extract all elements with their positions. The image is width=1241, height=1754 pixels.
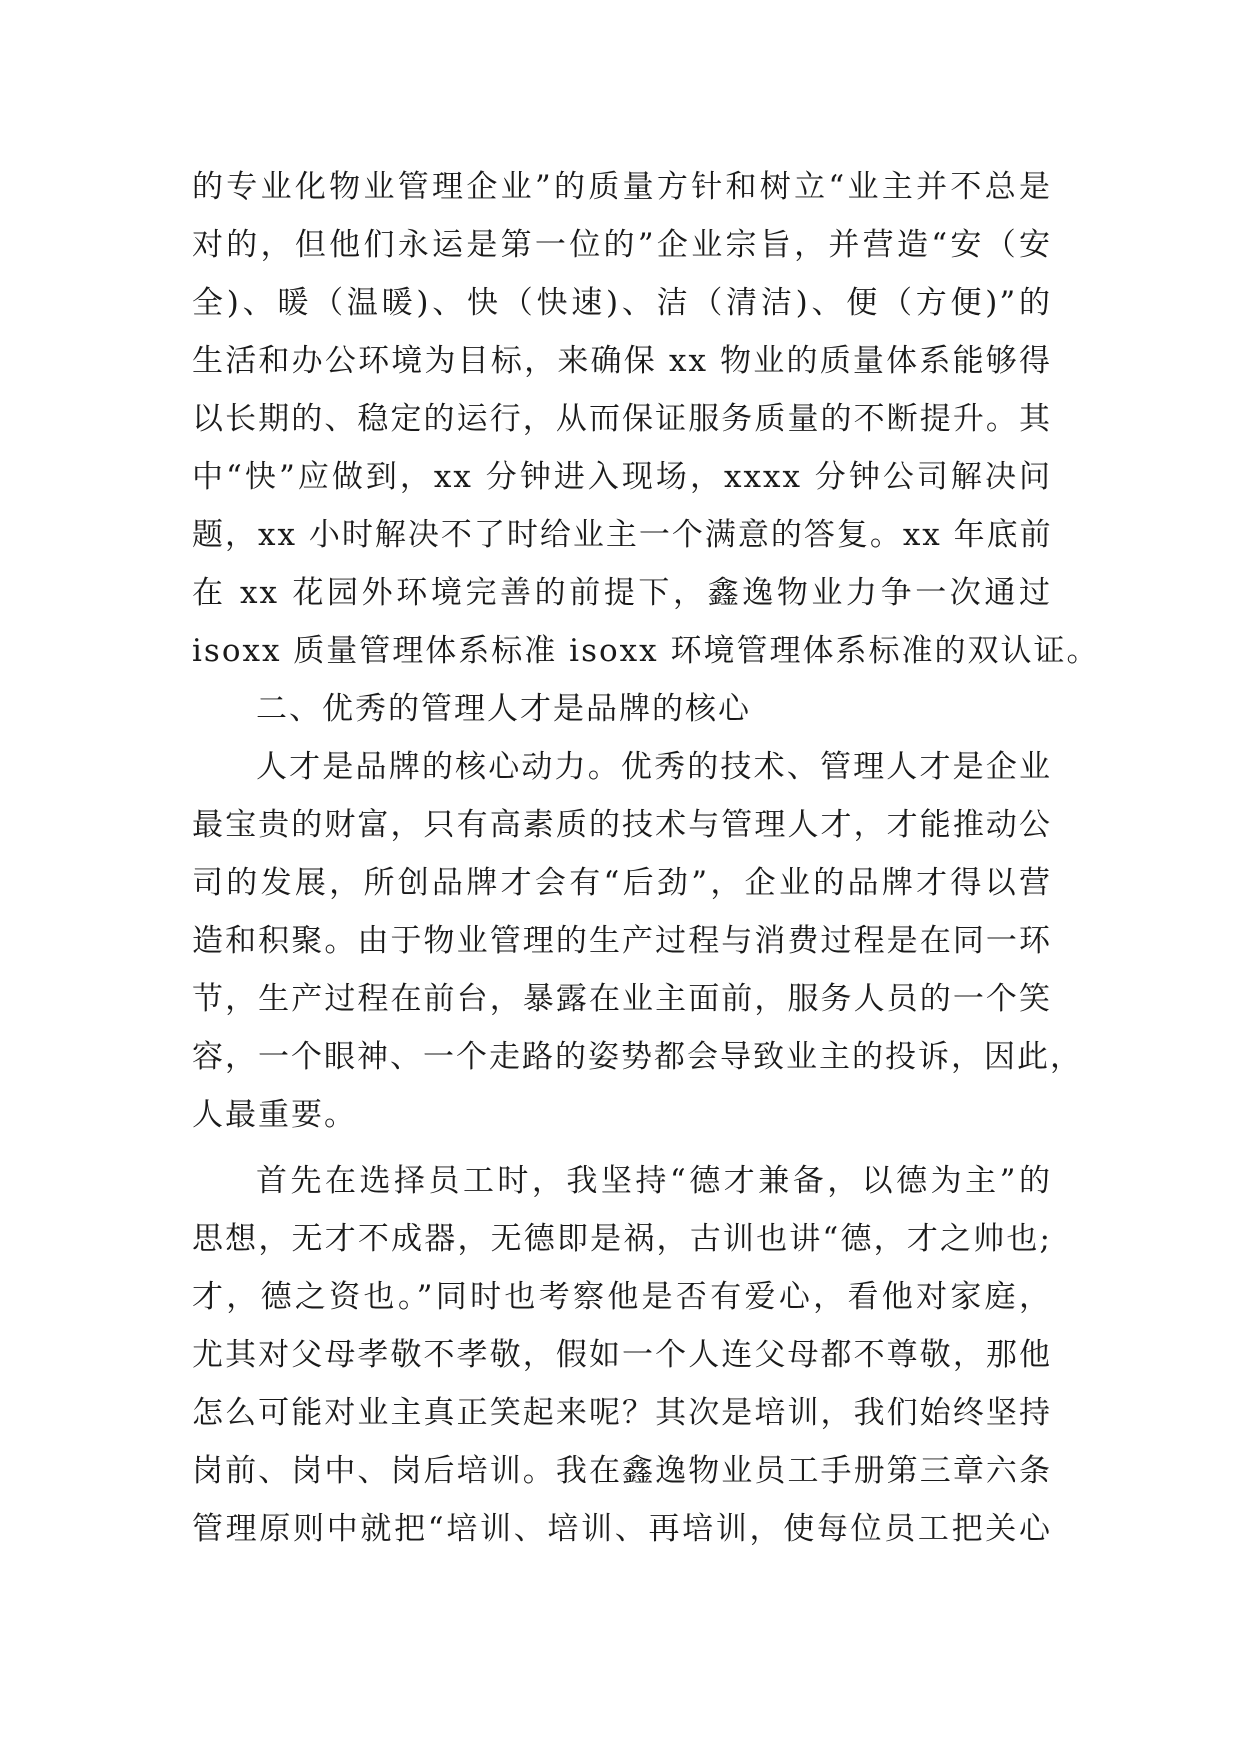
- paragraph-talent: [192, 738, 1083, 1144]
- text-line: 造和积聚。由于物业管理的生产过程与消费过程是在同一环: [192, 923, 1052, 959]
- text-line: 怎么可能对业主真正笑起来呢？其次是培训，我们始终坚持: [192, 1395, 1052, 1431]
- text-line: 中“快”应做到，xx 分钟进入现场，xxxx 分钟公司解决问: [192, 459, 1052, 495]
- text-line: 在 xx 花园外环境完善的前提下，鑫逸物业力争一次通过: [192, 575, 1052, 611]
- text-line: 的专业化物业管理企业”的质量方针和树立“业主并不总是: [192, 169, 1052, 205]
- text-line: 尤其对父母孝敬不孝敬，假如一个人连父母都不尊敬，那他: [192, 1337, 1052, 1373]
- text-line: 首先在选择员工时，我坚持“德才兼备，以德为主”的: [256, 1163, 1052, 1199]
- paragraph-quality-policy: [192, 158, 1100, 680]
- document-body: [192, 158, 1100, 1558]
- text-line: 题，xx 小时解决不了时给业主一个满意的答复。xx 年底前: [192, 517, 1053, 553]
- text-line: 容，一个眼神、一个走路的姿势都会导致业主的投诉，因此，: [192, 1039, 1083, 1075]
- text-line: 对的，但他们永运是第一位的”企业宗旨，并营造“安（安: [192, 227, 1052, 263]
- paragraph-staff-selection: [192, 1152, 1052, 1558]
- text-line: 最宝贵的财富，只有高素质的技术与管理人才，才能推动公: [192, 807, 1052, 843]
- text-line: 人最重要。: [192, 1097, 357, 1133]
- text-line: 思想，无才不成器，无德即是祸，古训也讲“德，才之帅也;: [192, 1221, 1052, 1257]
- text-line: 管理原则中就把“培训、培训、再培训，使每位员工把关心: [192, 1511, 1052, 1547]
- text-line: 司的发展，所创品牌才会有“后劲”，企业的品牌才得以营: [192, 865, 1052, 901]
- paragraph-gap: [192, 1144, 1052, 1152]
- text-line: 生活和办公环境为目标，来确保 xx 物业的质量体系能够得: [192, 343, 1052, 379]
- text-line: 节，生产过程在前台，暴露在业主面前，服务人员的一个笑: [192, 981, 1052, 1017]
- text-line: isoxx 质量管理体系标准 isoxx 环境管理体系标准的双认证。: [192, 633, 1100, 669]
- text-line: 以长期的、稳定的运行，从而保证服务质量的不断提升。其: [192, 401, 1052, 437]
- text-line: 人才是品牌的核心动力。优秀的技术、管理人才是企业: [256, 749, 1052, 785]
- text-line: 才，德之资也。”同时也考察他是否有爱心，看他对家庭，: [192, 1279, 1052, 1315]
- section-heading: 二、优秀的管理人才是品牌的核心: [256, 691, 751, 727]
- text-line: 岗前、岗中、岗后培训。我在鑫逸物业员工手册第三章六条: [192, 1453, 1052, 1489]
- text-line: 全)、暖（温暖)、快（快速)、洁（清洁)、便（方便)”的: [192, 285, 1052, 321]
